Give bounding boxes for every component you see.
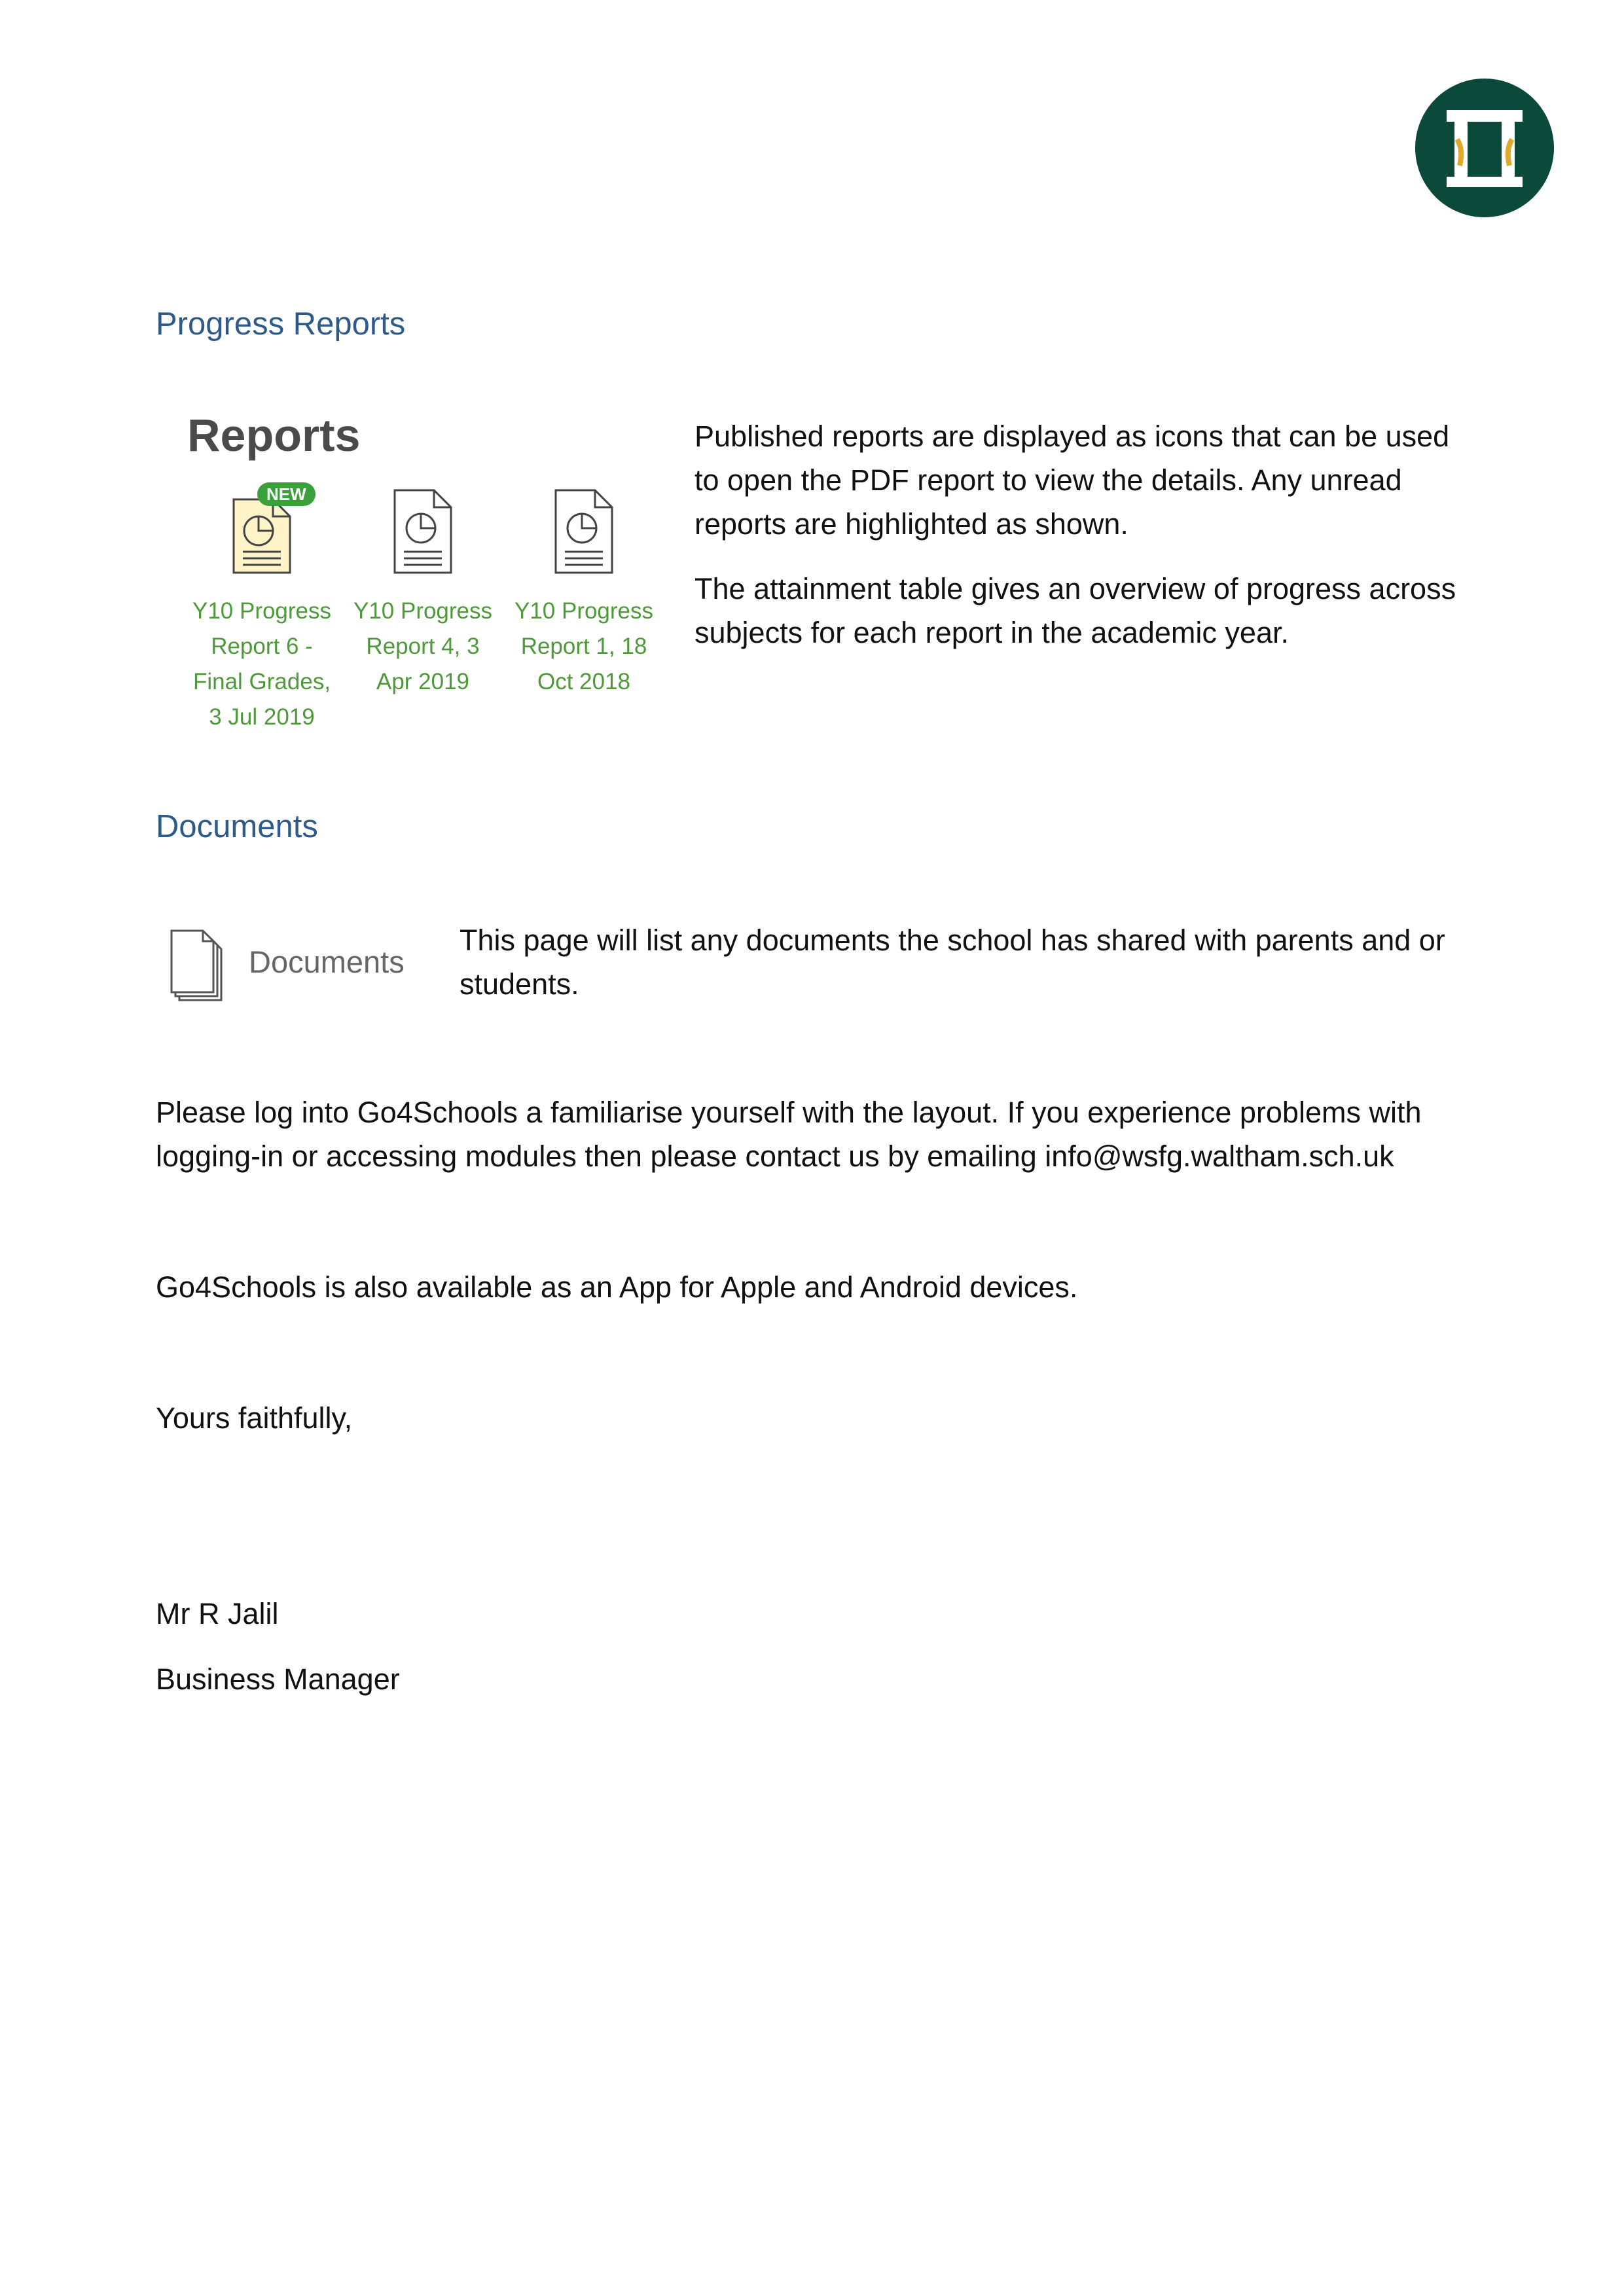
signatory-name: Mr R Jalil: [156, 1597, 279, 1630]
documents-description: This page will list any documents the school has shared with parents and or students.: [460, 924, 1445, 1001]
documents-button[interactable]: [170, 929, 425, 1008]
report-label: Y10 Progress Report 4, 3 Apr 2019: [353, 598, 493, 694]
login-instructions: Please log into Go4Schools a familiarise yourself with the layout. If you experience problems with logging-in or accessing modules then please contact us by emailing info@wsfg.waltham.sch.uk: [156, 1096, 1422, 1173]
report-label: Y10 Progress Report 6 - Final Grades, 3 Jul 2019: [192, 598, 332, 730]
report-tile[interactable]: [190, 484, 334, 735]
documents-button-label: Documents: [249, 944, 405, 979]
report-tile[interactable]: [512, 488, 656, 700]
reports-description: Published reports are displayed as icons that can be used to open the PDF report to view the details. Any unread reports are highlighted as shown. The attainment table gives an overview of progress across subjects for each report in the academic year.: [695, 420, 1456, 649]
report-pdf-icon: [387, 488, 459, 579]
app-availability-note: Go4Schools is also available as an App for Apple and Android devices.: [156, 1270, 1078, 1304]
reports-widget-title: Reports: [187, 410, 361, 461]
report-tile[interactable]: [351, 488, 495, 700]
signatory-title: Business Manager: [156, 1662, 400, 1696]
section-heading-documents: Documents: [156, 809, 318, 844]
report-pdf-icon: [548, 488, 620, 579]
new-badge: NEW: [257, 482, 316, 506]
school-crest-icon: [1414, 77, 1555, 219]
documents-icon: [170, 929, 228, 1003]
report-pdf-icon: [226, 484, 306, 579]
sign-off: Yours faithfully,: [156, 1401, 353, 1435]
report-label: Y10 Progress Report 1, 18 Oct 2018: [514, 598, 654, 694]
section-heading-progress-reports: Progress Reports: [156, 306, 406, 342]
